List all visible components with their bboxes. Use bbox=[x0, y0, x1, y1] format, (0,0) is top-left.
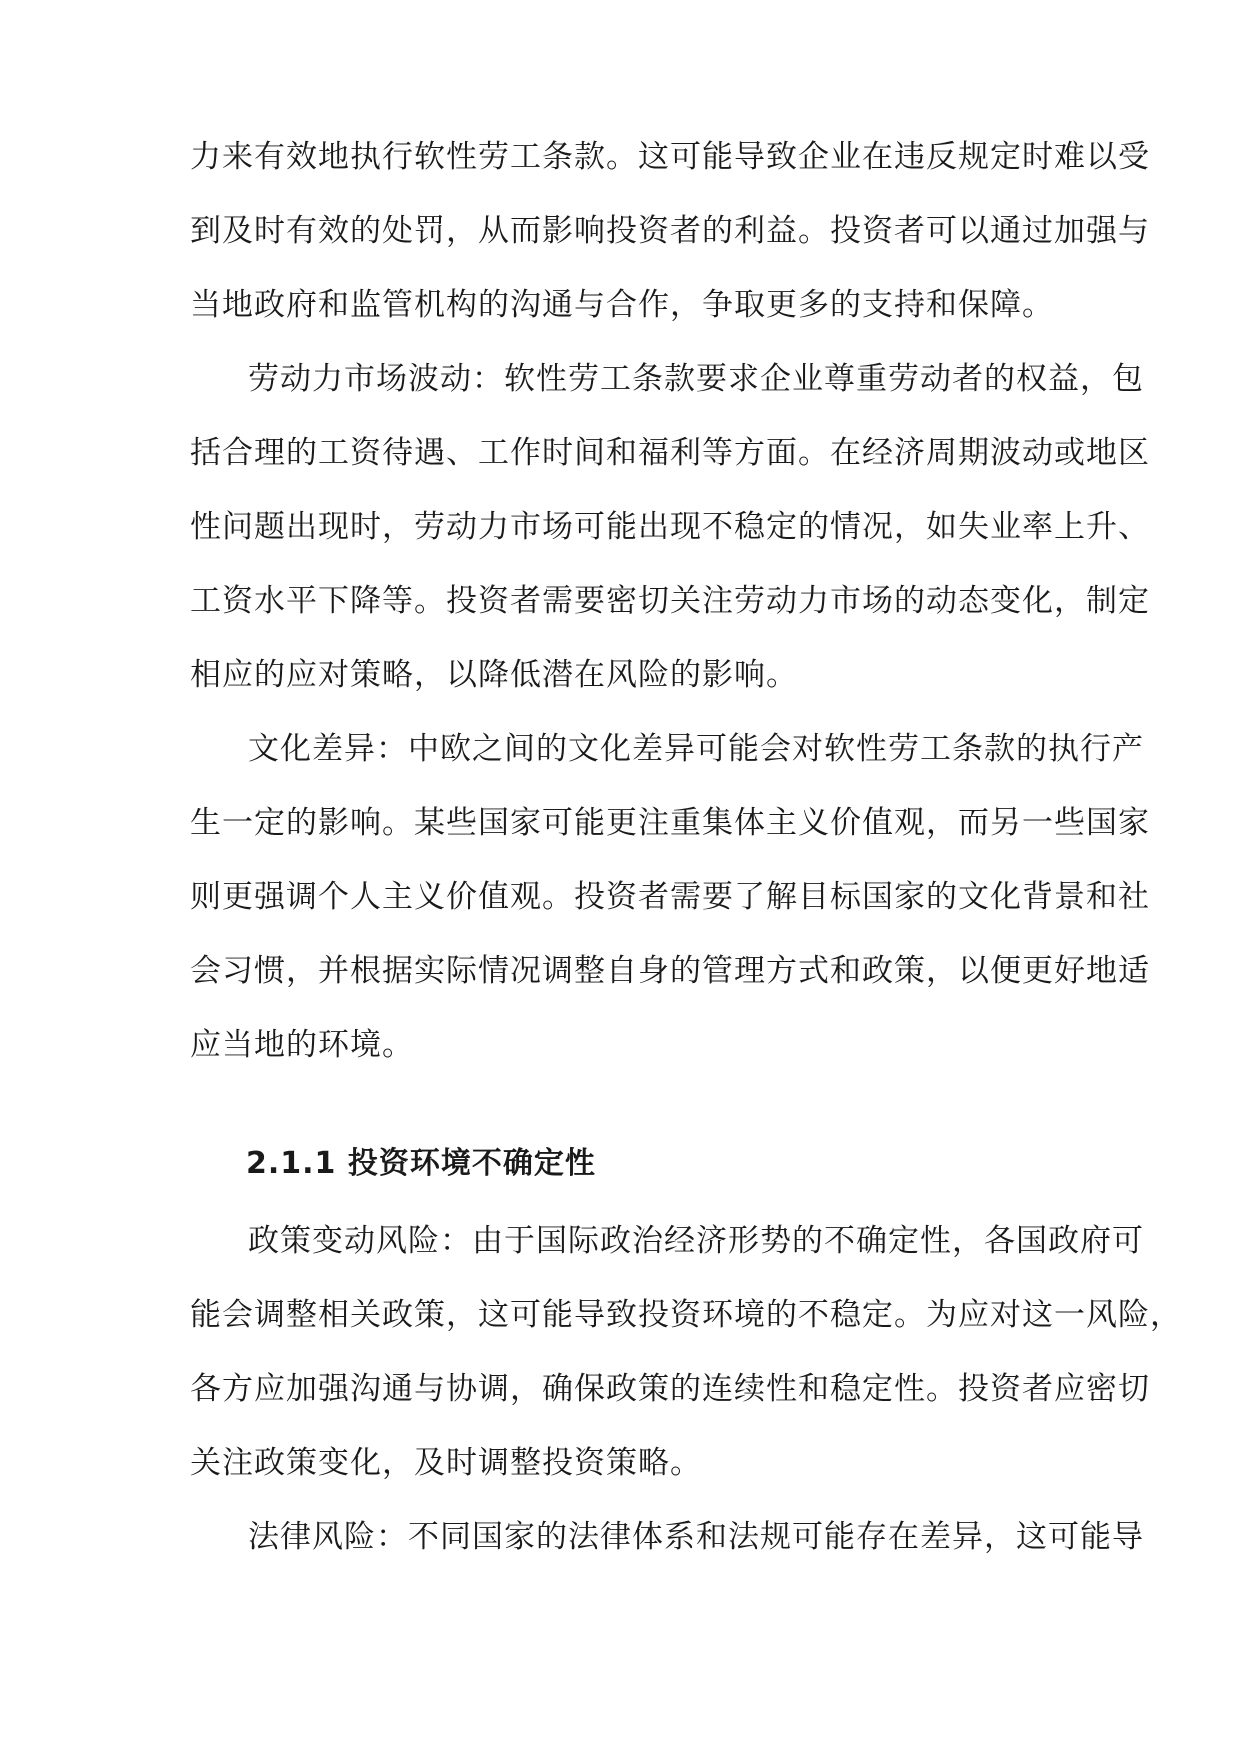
text-line: 生一定的影响。某些国家可能更注重集体主义价值观，而另一些国家 bbox=[190, 805, 1150, 841]
paragraph-start-line: 文化差异：中欧之间的文化差异可能会对软性劳工条款的执行产 bbox=[248, 731, 1144, 767]
text-line: 应当地的环境。 bbox=[190, 1027, 414, 1063]
paragraph-start-line: 政策变动风险：由于国际政治经济形势的不确定性，各国政府可 bbox=[248, 1223, 1144, 1259]
text-line: 到及时有效的处罚，从而影响投资者的利益。投资者可以通过加强与 bbox=[190, 213, 1150, 249]
text-line: 力来有效地执行软性劳工条款。这可能导致企业在违反规定时难以受 bbox=[190, 139, 1150, 175]
text-line: 括合理的工资待遇、工作时间和福利等方面。在经济周期波动或地区 bbox=[190, 435, 1150, 471]
text-line: 能会调整相关政策，这可能导致投资环境的不稳定。为应对这一风险， bbox=[190, 1297, 1182, 1333]
text-line: 性问题出现时，劳动力市场可能出现不稳定的情况，如失业率上升、 bbox=[190, 509, 1150, 545]
paragraph-start-line: 法律风险：不同国家的法律体系和法规可能存在差异，这可能导 bbox=[248, 1519, 1144, 1555]
text-line: 则更强调个人主义价值观。投资者需要了解目标国家的文化背景和社 bbox=[190, 879, 1150, 915]
text-line: 会习惯，并根据实际情况调整自身的管理方式和政策，以便更好地适 bbox=[190, 953, 1150, 989]
text-line: 相应的应对策略，以降低潜在风险的影响。 bbox=[190, 657, 798, 693]
paragraph-start-line: 劳动力市场波动：软性劳工条款要求企业尊重劳动者的权益，包 bbox=[248, 361, 1144, 397]
text-line: 各方应加强沟通与协调，确保政策的连续性和稳定性。投资者应密切 bbox=[190, 1371, 1150, 1407]
text-line: 工资水平下降等。投资者需要密切关注劳动力市场的动态变化，制定 bbox=[190, 583, 1150, 619]
text-line: 关注政策变化，及时调整投资策略。 bbox=[190, 1445, 702, 1481]
section-heading: 2.1.1 投资环境不确定性 bbox=[246, 1146, 596, 1181]
text-line: 当地政府和监管机构的沟通与合作，争取更多的支持和保障。 bbox=[190, 287, 1054, 323]
